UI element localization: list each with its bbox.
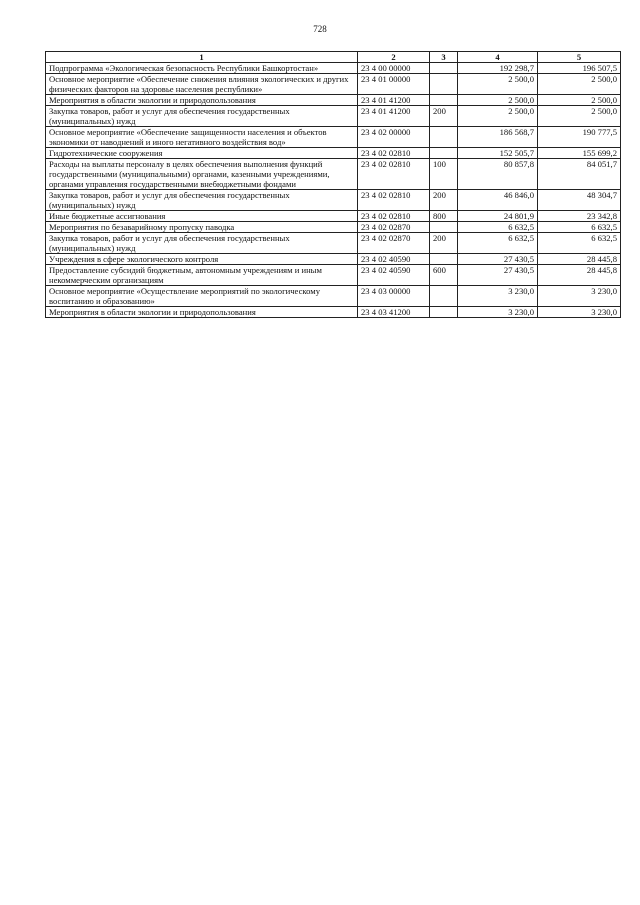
row-name-cell: Подпрограмма «Экологическая безопасность Республики Башкортостан» [46, 63, 358, 74]
row-code-cell: 23 4 03 00000 [358, 286, 430, 307]
row-value-col5-cell: 28 445,8 [538, 254, 621, 265]
row-code-cell: 23 4 00 00000 [358, 63, 430, 74]
table-row [46, 254, 621, 265]
row-type-cell [430, 286, 458, 307]
budget-table [45, 51, 621, 318]
row-type-cell: 200 [430, 233, 458, 254]
header-col-1: 1 [46, 52, 358, 63]
row-name-cell: Гидротехнические сооружения [46, 148, 358, 159]
row-type-cell [430, 222, 458, 233]
page-number: 728 [313, 24, 327, 34]
row-type-cell: 800 [430, 211, 458, 222]
header-col-3: 3 [430, 52, 458, 63]
row-value-col4-cell: 80 857,8 [458, 159, 538, 190]
row-type-cell [430, 127, 458, 148]
row-code-cell: 23 4 03 41200 [358, 307, 430, 318]
row-type-cell: 600 [430, 265, 458, 286]
row-value-col4-cell: 6 632,5 [458, 233, 538, 254]
row-name-cell: Мероприятия в области экологии и природопользования [46, 95, 358, 106]
row-name-cell: Основное мероприятие «Обеспечение снижения влияния экологических и других физических факторов на здоровье населения республики» [46, 74, 358, 95]
row-name-cell: Иные бюджетные ассигнования [46, 211, 358, 222]
row-value-col5-cell: 196 507,5 [538, 63, 621, 74]
row-type-cell [430, 74, 458, 95]
table-row [46, 106, 621, 127]
row-type-cell: 200 [430, 190, 458, 211]
row-type-cell: 200 [430, 106, 458, 127]
row-name-cell: Закупка товаров, работ и услуг для обеспечения государственных (муниципальных) нужд [46, 106, 358, 127]
row-value-col5-cell: 6 632,5 [538, 222, 621, 233]
row-name-cell: Закупка товаров, работ и услуг для обеспечения государственных (муниципальных) нужд [46, 233, 358, 254]
row-value-col4-cell: 186 568,7 [458, 127, 538, 148]
row-value-col4-cell: 2 500,0 [458, 106, 538, 127]
row-name-cell: Закупка товаров, работ и услуг для обеспечения государственных (муниципальных) нужд [46, 190, 358, 211]
row-name-cell: Учреждения в сфере экологического контроля [46, 254, 358, 265]
header-col-5: 5 [538, 52, 621, 63]
row-name-cell: Мероприятия в области экологии и природопользования [46, 307, 358, 318]
table-row [46, 74, 621, 95]
row-value-col5-cell: 3 230,0 [538, 286, 621, 307]
row-code-cell: 23 4 01 41200 [358, 106, 430, 127]
row-code-cell: 23 4 02 02810 [358, 190, 430, 211]
row-value-col4-cell: 27 430,5 [458, 254, 538, 265]
table-row [46, 148, 621, 159]
row-type-cell [430, 254, 458, 265]
row-value-col5-cell: 3 230,0 [538, 307, 621, 318]
row-value-col4-cell: 152 505,7 [458, 148, 538, 159]
row-value-col4-cell: 2 500,0 [458, 74, 538, 95]
row-code-cell: 23 4 02 40590 [358, 265, 430, 286]
row-name-cell: Основное мероприятие «Осуществление мероприятий по экологическому воспитанию и образованию» [46, 286, 358, 307]
row-value-col4-cell: 3 230,0 [458, 307, 538, 318]
row-code-cell: 23 4 02 02870 [358, 233, 430, 254]
row-name-cell: Предоставление субсидий бюджетным, автономным учреждениям и иным некоммерческим организациям [46, 265, 358, 286]
row-name-cell: Расходы на выплаты персоналу в целях обеспечения выполнения функций государственными (муниципальными) органами, казенными учреждениями, органами управления государственными внебюджетными фондами [46, 159, 358, 190]
row-code-cell: 23 4 02 00000 [358, 127, 430, 148]
table-row [46, 190, 621, 211]
table-header-row [46, 52, 621, 63]
table-row [46, 63, 621, 74]
table-row [46, 265, 621, 286]
table-row [46, 307, 621, 318]
row-code-cell: 23 4 02 02810 [358, 159, 430, 190]
row-code-cell: 23 4 02 40590 [358, 254, 430, 265]
row-value-col4-cell: 2 500,0 [458, 95, 538, 106]
table-row [46, 95, 621, 106]
row-code-cell: 23 4 02 02810 [358, 148, 430, 159]
row-value-col4-cell: 6 632,5 [458, 222, 538, 233]
row-code-cell: 23 4 01 41200 [358, 95, 430, 106]
header-col-2: 2 [358, 52, 430, 63]
row-type-cell [430, 148, 458, 159]
table-row [46, 127, 621, 148]
row-name-cell: Мероприятия по безаварийному пропуску паводка [46, 222, 358, 233]
row-value-col5-cell: 2 500,0 [538, 106, 621, 127]
header-col-4: 4 [458, 52, 538, 63]
row-value-col5-cell: 84 051,7 [538, 159, 621, 190]
table-row [46, 211, 621, 222]
row-type-cell [430, 307, 458, 318]
row-name-cell: Основное мероприятие «Обеспечение защищенности населения и объектов экономики от наводнений и иного негативного воздействия вод» [46, 127, 358, 148]
row-code-cell: 23 4 02 02810 [358, 211, 430, 222]
row-value-col5-cell: 28 445,8 [538, 265, 621, 286]
row-value-col5-cell: 48 304,7 [538, 190, 621, 211]
row-value-col5-cell: 6 632,5 [538, 233, 621, 254]
row-value-col4-cell: 46 846,0 [458, 190, 538, 211]
table-row [46, 159, 621, 190]
row-code-cell: 23 4 01 00000 [358, 74, 430, 95]
row-value-col5-cell: 190 777,5 [538, 127, 621, 148]
row-type-cell [430, 95, 458, 106]
row-value-col4-cell: 192 298,7 [458, 63, 538, 74]
row-value-col5-cell: 155 699,2 [538, 148, 621, 159]
row-value-col4-cell: 27 430,5 [458, 265, 538, 286]
table-row [46, 286, 621, 307]
row-value-col4-cell: 3 230,0 [458, 286, 538, 307]
row-value-col5-cell: 2 500,0 [538, 74, 621, 95]
row-type-cell: 100 [430, 159, 458, 190]
row-type-cell [430, 63, 458, 74]
table-row [46, 233, 621, 254]
row-value-col5-cell: 2 500,0 [538, 95, 621, 106]
row-value-col4-cell: 24 801,9 [458, 211, 538, 222]
table-row [46, 222, 621, 233]
row-code-cell: 23 4 02 02870 [358, 222, 430, 233]
row-value-col5-cell: 23 342,8 [538, 211, 621, 222]
